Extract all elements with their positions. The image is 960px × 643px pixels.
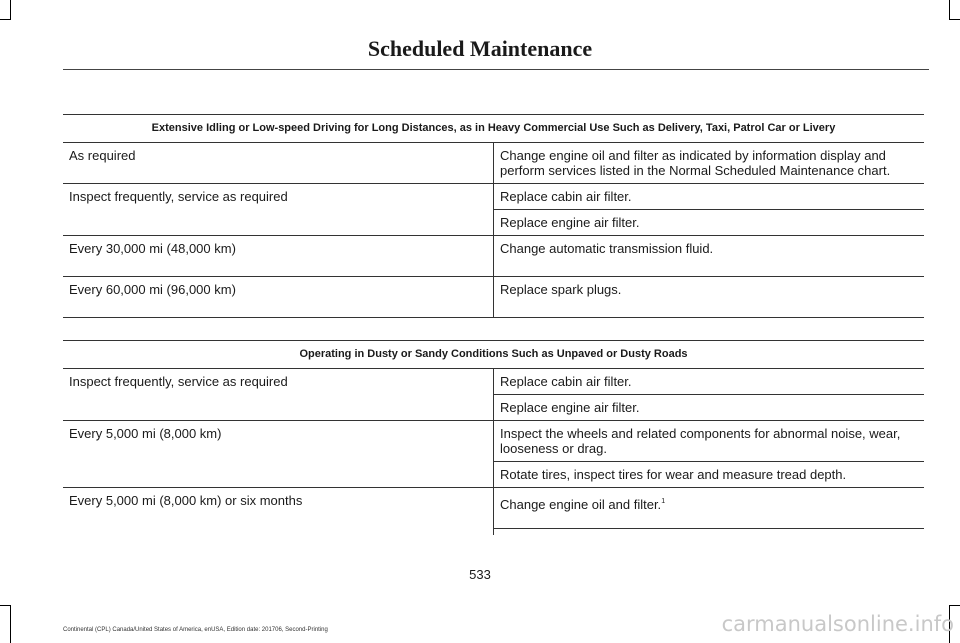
action-cell: Change automatic transmission fluid. (494, 236, 925, 277)
table-row (63, 143, 924, 184)
watermark: carmanualsonline.info (721, 612, 954, 636)
table-row (63, 421, 924, 462)
crop-mark-top-left-v (10, 0, 11, 20)
table-row (63, 369, 924, 395)
interval-cell: Every 5,000 mi (8,000 km) (63, 421, 494, 488)
dusty-conditions-maintenance-table (63, 340, 924, 535)
footer-edition-text: Continental (CPL) Canada/United States of America, enUSA, Edition date: 201706, Second-Printing (63, 627, 328, 633)
action-cell: Replace cabin air filter. (494, 184, 925, 210)
crop-mark-top-right-h (949, 19, 960, 20)
action-cell: Replace engine air filter. (494, 395, 925, 421)
action-cell: Inspect the wheels and related components for abnormal noise, wear, looseness or drag. (494, 421, 925, 462)
interval-cell (63, 528, 494, 535)
action-cell (494, 528, 925, 535)
table-row (63, 236, 924, 277)
crop-mark-top-right-v (949, 0, 950, 20)
interval-cell: Inspect frequently, service as required (63, 184, 494, 236)
table-title: Extensive Idling or Low-speed Driving for Long Distances, as in Heavy Commercial Use Such as Delivery, Taxi, Patrol Car or Livery (63, 115, 924, 143)
page-title: Scheduled Maintenance (367, 36, 593, 61)
interval-cell: Every 60,000 mi (96,000 km) (63, 277, 494, 318)
crop-mark-bottom-left-h (0, 605, 11, 606)
table-row (63, 528, 924, 535)
action-cell: Rotate tires, inspect tires for wear and measure tread depth. (494, 462, 925, 488)
action-cell: Replace engine air filter. (494, 210, 925, 236)
interval-cell: Every 5,000 mi (8,000 km) or six months (69, 493, 303, 508)
crop-mark-bottom-left-v (10, 605, 11, 643)
crop-mark-top-left-h (0, 19, 11, 20)
footnote-marker: 1 (661, 498, 666, 505)
action-cell (494, 488, 925, 529)
table-row (63, 184, 924, 210)
interval-cell: Every 30,000 mi (48,000 km) (63, 236, 494, 277)
crop-mark-bottom-right-h (949, 605, 960, 606)
action-cell: Replace spark plugs. (494, 277, 925, 318)
page-number: 533 (469, 567, 491, 582)
table-row (63, 277, 924, 318)
interval-cell: Inspect frequently, service as required (63, 369, 494, 421)
table-title: Operating in Dusty or Sandy Conditions Such as Unpaved or Dusty Roads (63, 341, 924, 369)
action-cell: Change engine oil and filter as indicated by information display and perform services listed in the Normal Scheduled Maintenance chart. (494, 143, 925, 184)
action-text: Change engine oil and filter. (500, 497, 662, 512)
title-divider (63, 69, 929, 70)
action-cell: Replace cabin air filter. (494, 369, 925, 395)
interval-cell: As required (63, 143, 494, 184)
table-row (63, 488, 924, 529)
idling-maintenance-table (63, 114, 924, 318)
